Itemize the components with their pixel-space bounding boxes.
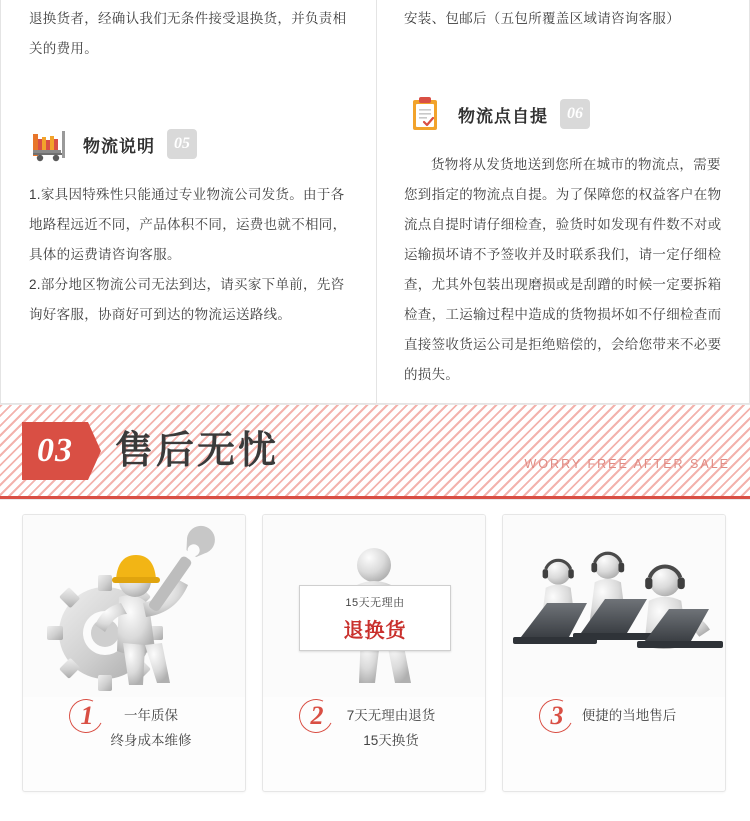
card-line-2: 15天换货 — [363, 733, 419, 748]
card-number-ring — [534, 694, 578, 738]
return-sign-line-1: 15天无理由 — [345, 597, 405, 609]
banner-number: 03 — [22, 422, 88, 480]
logistics-heading-title: 物流点自提 — [458, 106, 548, 126]
banner-number-arrow — [88, 422, 101, 480]
service-card[interactable] — [502, 514, 726, 792]
logistics-heading-number: 05 — [167, 129, 197, 159]
left-top-paragraph: 退换货者，经确认我们无条件接受退换货，并负责相关的费用。 — [29, 11, 347, 56]
logistics-heading-06 — [404, 92, 723, 136]
card-line-2: 终身成本维修 — [110, 733, 192, 748]
banner-title: 售后无忧 — [115, 430, 280, 472]
after-sale-banner — [0, 404, 750, 500]
service-card[interactable] — [22, 514, 246, 792]
left-item-1: 1.家具因特殊性只能通过专业物流公司发货。由于各地路程远近不同，产品体积不同，运费也就不相同，具体的运费请咨询客服。 — [29, 187, 347, 262]
banner-title-block — [22, 422, 279, 480]
right-item-1: 货物将从发货地送到您所在城市的物流点，需要您到指定的物流点自提。为了保障您的权益客户在物流点自提时请仔细检查，验货时如发现有件数不对或运输损坏请不予签收并及时联系我们，请一定仔细检查，尤其外包装出现磨损或是刮蹭的时候一定要拆箱检查，工运输过程中造成的货物损坏如不仔细检查而直接签收货运公司是拒绝赔偿的，会给您带来不必要的损失。 — [404, 157, 722, 382]
card-number: 2 — [299, 699, 335, 733]
card-line-1: 7天无理由退货 — [346, 708, 436, 723]
card-number: 3 — [539, 699, 575, 733]
card-image-support-team — [503, 515, 725, 697]
card-number-ring — [294, 694, 338, 738]
forklift-icon — [29, 122, 73, 166]
card-number: 1 — [69, 699, 105, 733]
card-image-worker — [23, 515, 245, 697]
return-sign-line-2: 退换货 — [343, 620, 407, 642]
right-top-paragraph: 安装、包邮后（五包所覆盖区域请咨询客服） — [404, 11, 680, 26]
card-line-1: 一年质保 — [124, 708, 178, 723]
banner-underline — [0, 496, 750, 499]
banner-subtitle: WORRY FREE AFTER SALE — [524, 457, 730, 471]
logistics-heading-title: 物流说明 — [83, 136, 155, 156]
logistics-heading-05 — [29, 122, 348, 166]
logistics-left-column — [1, 0, 376, 330]
card-line-1: 便捷的当地售后 — [581, 708, 677, 723]
card-number-ring — [64, 694, 108, 738]
clipboard-icon — [404, 92, 448, 136]
logistics-section — [0, 0, 750, 404]
service-cards — [0, 500, 750, 820]
card-image-return-sign — [263, 515, 485, 697]
logistics-heading-number: 06 — [560, 99, 590, 129]
service-card[interactable] — [262, 514, 486, 792]
card-text-block — [503, 697, 725, 728]
card-text-block — [23, 697, 245, 753]
left-item-2: 2.部分地区物流公司无法到达，请买家下单前，先咨询好客服，协商好可到达的物流运送路线。 — [29, 277, 345, 322]
return-sign — [299, 585, 451, 651]
card-text-block — [263, 697, 485, 753]
logistics-right-column — [376, 0, 750, 390]
